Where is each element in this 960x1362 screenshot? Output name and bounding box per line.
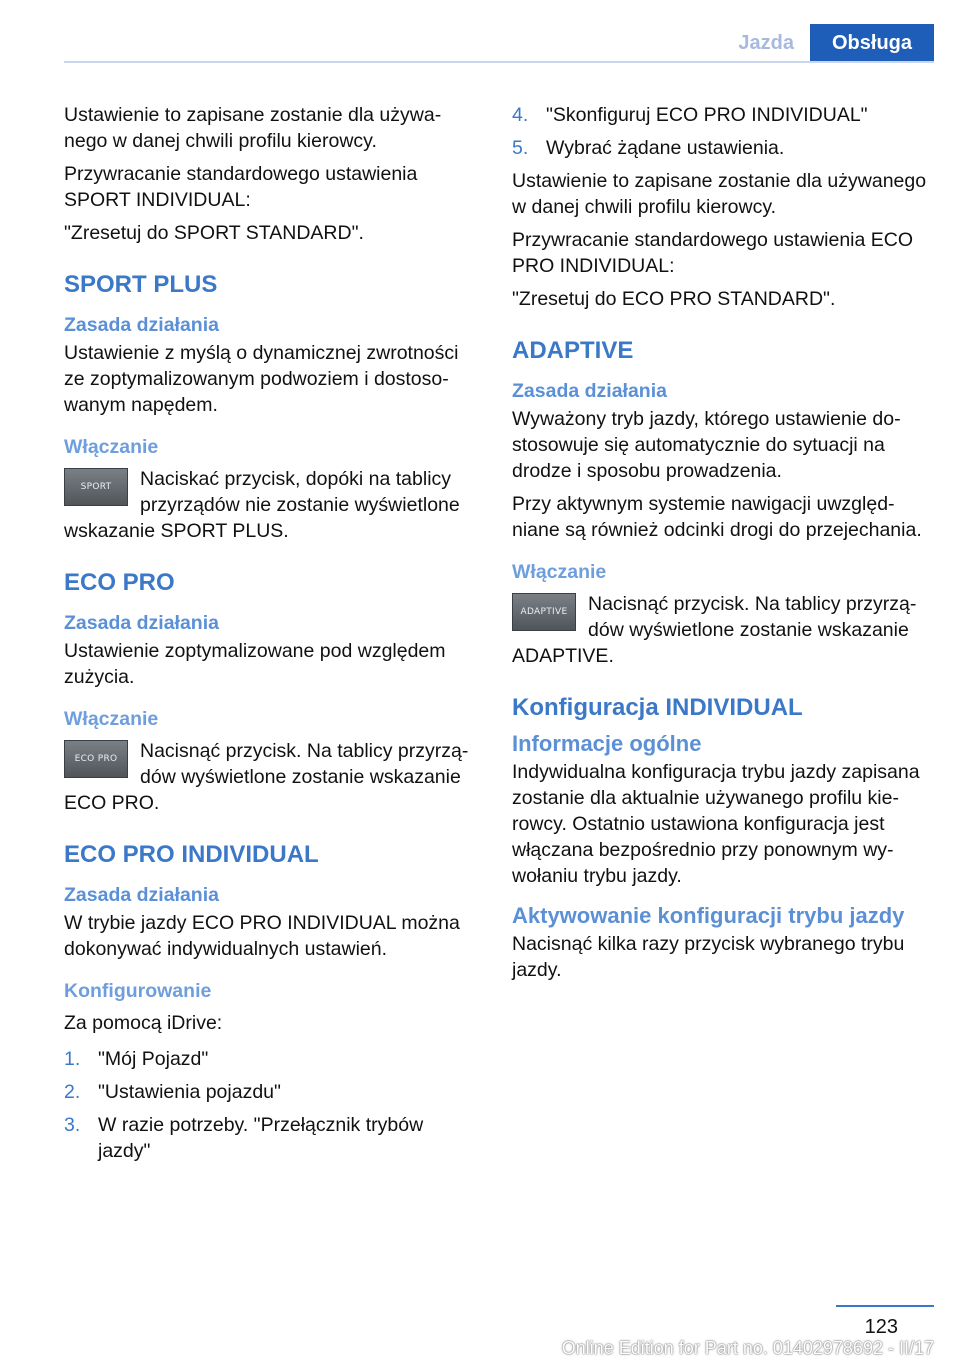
footer-divider (836, 1305, 934, 1307)
paragraph: Ustawienie to zapisane zostanie dla używanego w danej chwili profilu kierowcy. (64, 104, 442, 152)
subsection-title: Zasada działania (64, 884, 219, 906)
section-title-individual: Konfiguracja INDIVIDUAL (512, 694, 803, 721)
subsection-title-general: Informacje ogólne (512, 731, 702, 756)
list-item: 1. "Mój Pojazd" (64, 1048, 209, 1070)
paragraph: Nacisnąć kilka razy przycisk wybranego trybu jazdy. (512, 933, 905, 981)
paragraph: Ustawienie z myślą o dynamicznej zwrotności ze zoptymalizowanym podwoziem i dostosowanym napędem. (64, 342, 459, 416)
paragraph: Przywracanie standardowego ustawienia SPORT INDIVIDUAL: (64, 163, 418, 211)
steps-list (512, 102, 932, 161)
tab-jazda: Jazda (722, 24, 810, 62)
subheading-switching-on: Włączanie (64, 436, 159, 458)
paragraph: Przy aktywnym systemie nawigacji uwzględniane są również odcinki drogi do przejechania. (512, 493, 922, 541)
left-column (64, 102, 478, 1171)
paragraph: W trybie jazdy ECO PRO INDIVIDUAL można dokonywać indywidualnych ustawień. (64, 912, 460, 960)
subsection-title-activate: Aktywowanie konfiguracji trybu jazdy (512, 903, 905, 928)
header-divider (64, 61, 934, 63)
list-item: 3. W razie potrzeby. "Przełącznik trybów jazdy" (64, 1114, 424, 1162)
subsection-title: Zasada działania (512, 380, 667, 402)
button-instruction (512, 591, 932, 669)
section-title-sport-plus: SPORT PLUS (64, 271, 218, 298)
adaptive-button-icon: ADAPTIVE (512, 593, 576, 631)
instruction-text: Naciskać przycisk, dopóki na tablicy przyrządów nie zostanie wyświetlone wskazanie SPORT PLUS. (64, 468, 460, 542)
list-item: 4. "Skonfiguruj ECO PRO INDIVIDUAL" (512, 104, 868, 126)
button-instruction (64, 738, 478, 816)
paragraph: Ustawienie zoptymalizowane pod względem zużycia. (64, 640, 446, 688)
list-item: 5. Wybrać żądane ustawienia. (512, 137, 785, 159)
page-number: 123 (864, 1316, 898, 1338)
paragraph: Za pomocą iDrive: (64, 1012, 223, 1034)
button-instruction (64, 466, 478, 544)
paragraph: Ustawienie to zapisane zostanie dla używanego w danej chwili profilu kierowcy. (512, 170, 927, 218)
instruction-text: Nacisnąć przycisk. Na tablicy przyrządów wyświetlone zostanie wskazanie ECO PRO. (64, 740, 469, 814)
sport-button-icon: SPORT (64, 468, 128, 506)
section-title-eco-pro-individual: ECO PRO INDIVIDUAL (64, 841, 319, 868)
paragraph: Wyważony tryb jazdy, którego ustawienie dostosowuje się automatycznie do sytuacji na drodze i sposobu prowadzenia. (512, 408, 901, 482)
subheading-switching-on: Włączanie (512, 561, 607, 583)
paragraph: Indywidualna konfiguracja trybu jazdy zapisana zostanie dla aktualnie używanego profilu kierowcy. Ostatnio ustawiona konfiguracja jest włączana bezpośrednio przy ponownym wywołaniu trybu jazdy. (512, 761, 920, 887)
subheading-configuring: Konfigurowanie (64, 980, 212, 1002)
right-column (512, 102, 932, 990)
tab-obsluga: Obsługa (810, 24, 934, 62)
paragraph: "Zresetuj do ECO PRO STANDARD". (512, 288, 836, 310)
paragraph: "Zresetuj do SPORT STANDARD". (64, 222, 364, 244)
eco-pro-button-icon: ECO PRO (64, 740, 128, 778)
edition-footer: Online Edition for Part no. 01402978692 - II/17 (561, 1338, 934, 1358)
subsection-title: Zasada działania (64, 612, 219, 634)
list-item: 2. "Ustawienia pojazdu" (64, 1081, 281, 1103)
paragraph: Przywracanie standardowego ustawienia ECO PRO INDIVIDUAL: (512, 229, 914, 277)
section-title-adaptive: ADAPTIVE (512, 337, 634, 364)
steps-list (64, 1046, 478, 1164)
subsection-title: Zasada działania (64, 314, 219, 336)
header-tabs (722, 24, 934, 62)
subheading-switching-on: Włączanie (64, 708, 159, 730)
section-title-eco-pro: ECO PRO (64, 569, 175, 596)
instruction-text: Nacisnąć przycisk. Na tablicy przyrządów wyświetlone zostanie wskazanie ADAPTIVE. (512, 593, 917, 667)
